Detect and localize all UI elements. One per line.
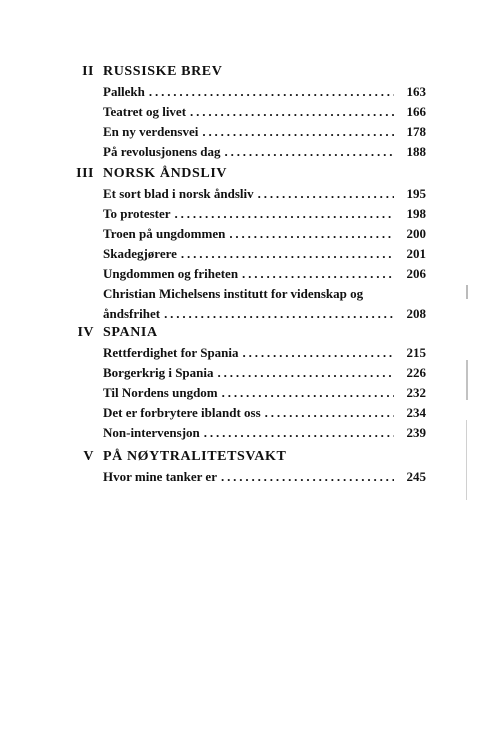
entry-title: Et sort blad i norsk åndsliv (103, 186, 254, 201)
leader-dots (229, 226, 394, 242)
toc-entry (103, 124, 426, 144)
toc-entry (103, 345, 426, 365)
entry-title: På revolusjonens dag (103, 144, 221, 159)
leader-dots (175, 206, 394, 222)
entry-page: 215 (406, 345, 426, 360)
toc-section-3 (0, 166, 480, 326)
scan-edge-mark (466, 285, 468, 299)
section-heading (0, 166, 480, 186)
scan-edge-mark (466, 360, 468, 400)
section-numeral: III (76, 166, 94, 181)
entry-title: Non-intervensjon (103, 425, 200, 440)
entry-page: 198 (406, 206, 426, 221)
leader-dots (222, 385, 394, 401)
leader-dots (243, 345, 394, 361)
entry-title: Hvor mine tanker er (103, 469, 217, 484)
entry-page: 226 (406, 365, 426, 380)
entry-title: To protester (103, 206, 171, 221)
toc-section-4 (0, 325, 480, 445)
toc-entry-line-2 (103, 306, 426, 326)
entry-page: 208 (406, 306, 426, 321)
entry-title: Troen på ungdommen (103, 226, 226, 241)
toc-entry (103, 266, 426, 286)
entry-title: Christian Michelsens institutt for videnskap og (103, 286, 364, 301)
leader-dots (258, 186, 394, 202)
leader-dots (164, 306, 394, 322)
entry-title: Rettferdighet for Spania (103, 345, 239, 360)
entry-title-continuation: åndsfrihet (103, 306, 161, 321)
section-title: RUSSISKE BREV (103, 64, 223, 79)
entry-title: Teatret og livet (103, 104, 187, 119)
leader-dots (265, 405, 394, 421)
section-numeral: V (83, 449, 94, 464)
entry-page: 206 (406, 266, 426, 281)
entry-page: 188 (406, 144, 426, 159)
section-title: PÅ NØYTRALITETSVAKT (103, 449, 287, 464)
leader-dots (221, 469, 394, 485)
section-heading (0, 325, 480, 345)
toc-entry (103, 186, 426, 206)
section-numeral: II (82, 64, 94, 79)
leader-dots (149, 84, 394, 100)
entry-page: 234 (406, 405, 426, 420)
entry-page: 245 (406, 469, 426, 484)
section-title: NORSK ÅNDSLIV (103, 166, 228, 181)
leader-dots (225, 144, 395, 160)
entry-title: Borgerkrig i Spania (103, 365, 214, 380)
toc-entry-line-1 (103, 286, 426, 306)
entry-page: 200 (406, 226, 426, 241)
section-numeral: IV (77, 325, 94, 340)
leader-dots (204, 425, 394, 441)
leader-dots (181, 246, 394, 262)
leader-dots (190, 104, 394, 120)
toc-section-2 (0, 64, 480, 164)
toc-entry (103, 84, 426, 104)
entry-title: Pallekh (103, 84, 145, 99)
entry-page: 232 (406, 385, 426, 400)
entry-page: 239 (406, 425, 426, 440)
toc-entry (103, 206, 426, 226)
entry-page: 195 (406, 186, 426, 201)
entry-title: En ny verdensvei (103, 124, 199, 139)
toc-entry (103, 104, 426, 124)
toc-entry (103, 226, 426, 246)
toc-entry (103, 405, 426, 425)
scan-edge-mark (466, 420, 467, 500)
section-heading (0, 449, 480, 469)
entry-title: Til Nordens ungdom (103, 385, 218, 400)
entry-title: Ungdommen og friheten (103, 266, 239, 281)
toc-entry (103, 385, 426, 405)
section-title: SPANIA (103, 325, 158, 340)
entry-page: 201 (406, 246, 426, 261)
section-heading (0, 64, 480, 84)
toc-entry (103, 144, 426, 164)
entry-page: 178 (406, 124, 426, 139)
entry-title: Skadegjørere (103, 246, 177, 261)
entry-title: Det er forbrytere iblandt oss (103, 405, 261, 420)
toc-entry (103, 365, 426, 385)
entry-page: 166 (406, 104, 426, 119)
leader-dots (202, 124, 394, 140)
leader-dots (242, 266, 394, 282)
toc-section-5 (0, 449, 480, 489)
toc-entry (103, 246, 426, 266)
leader-dots (218, 365, 394, 381)
toc-entry (103, 469, 426, 489)
entry-page: 163 (406, 84, 426, 99)
toc-entry (103, 425, 426, 445)
